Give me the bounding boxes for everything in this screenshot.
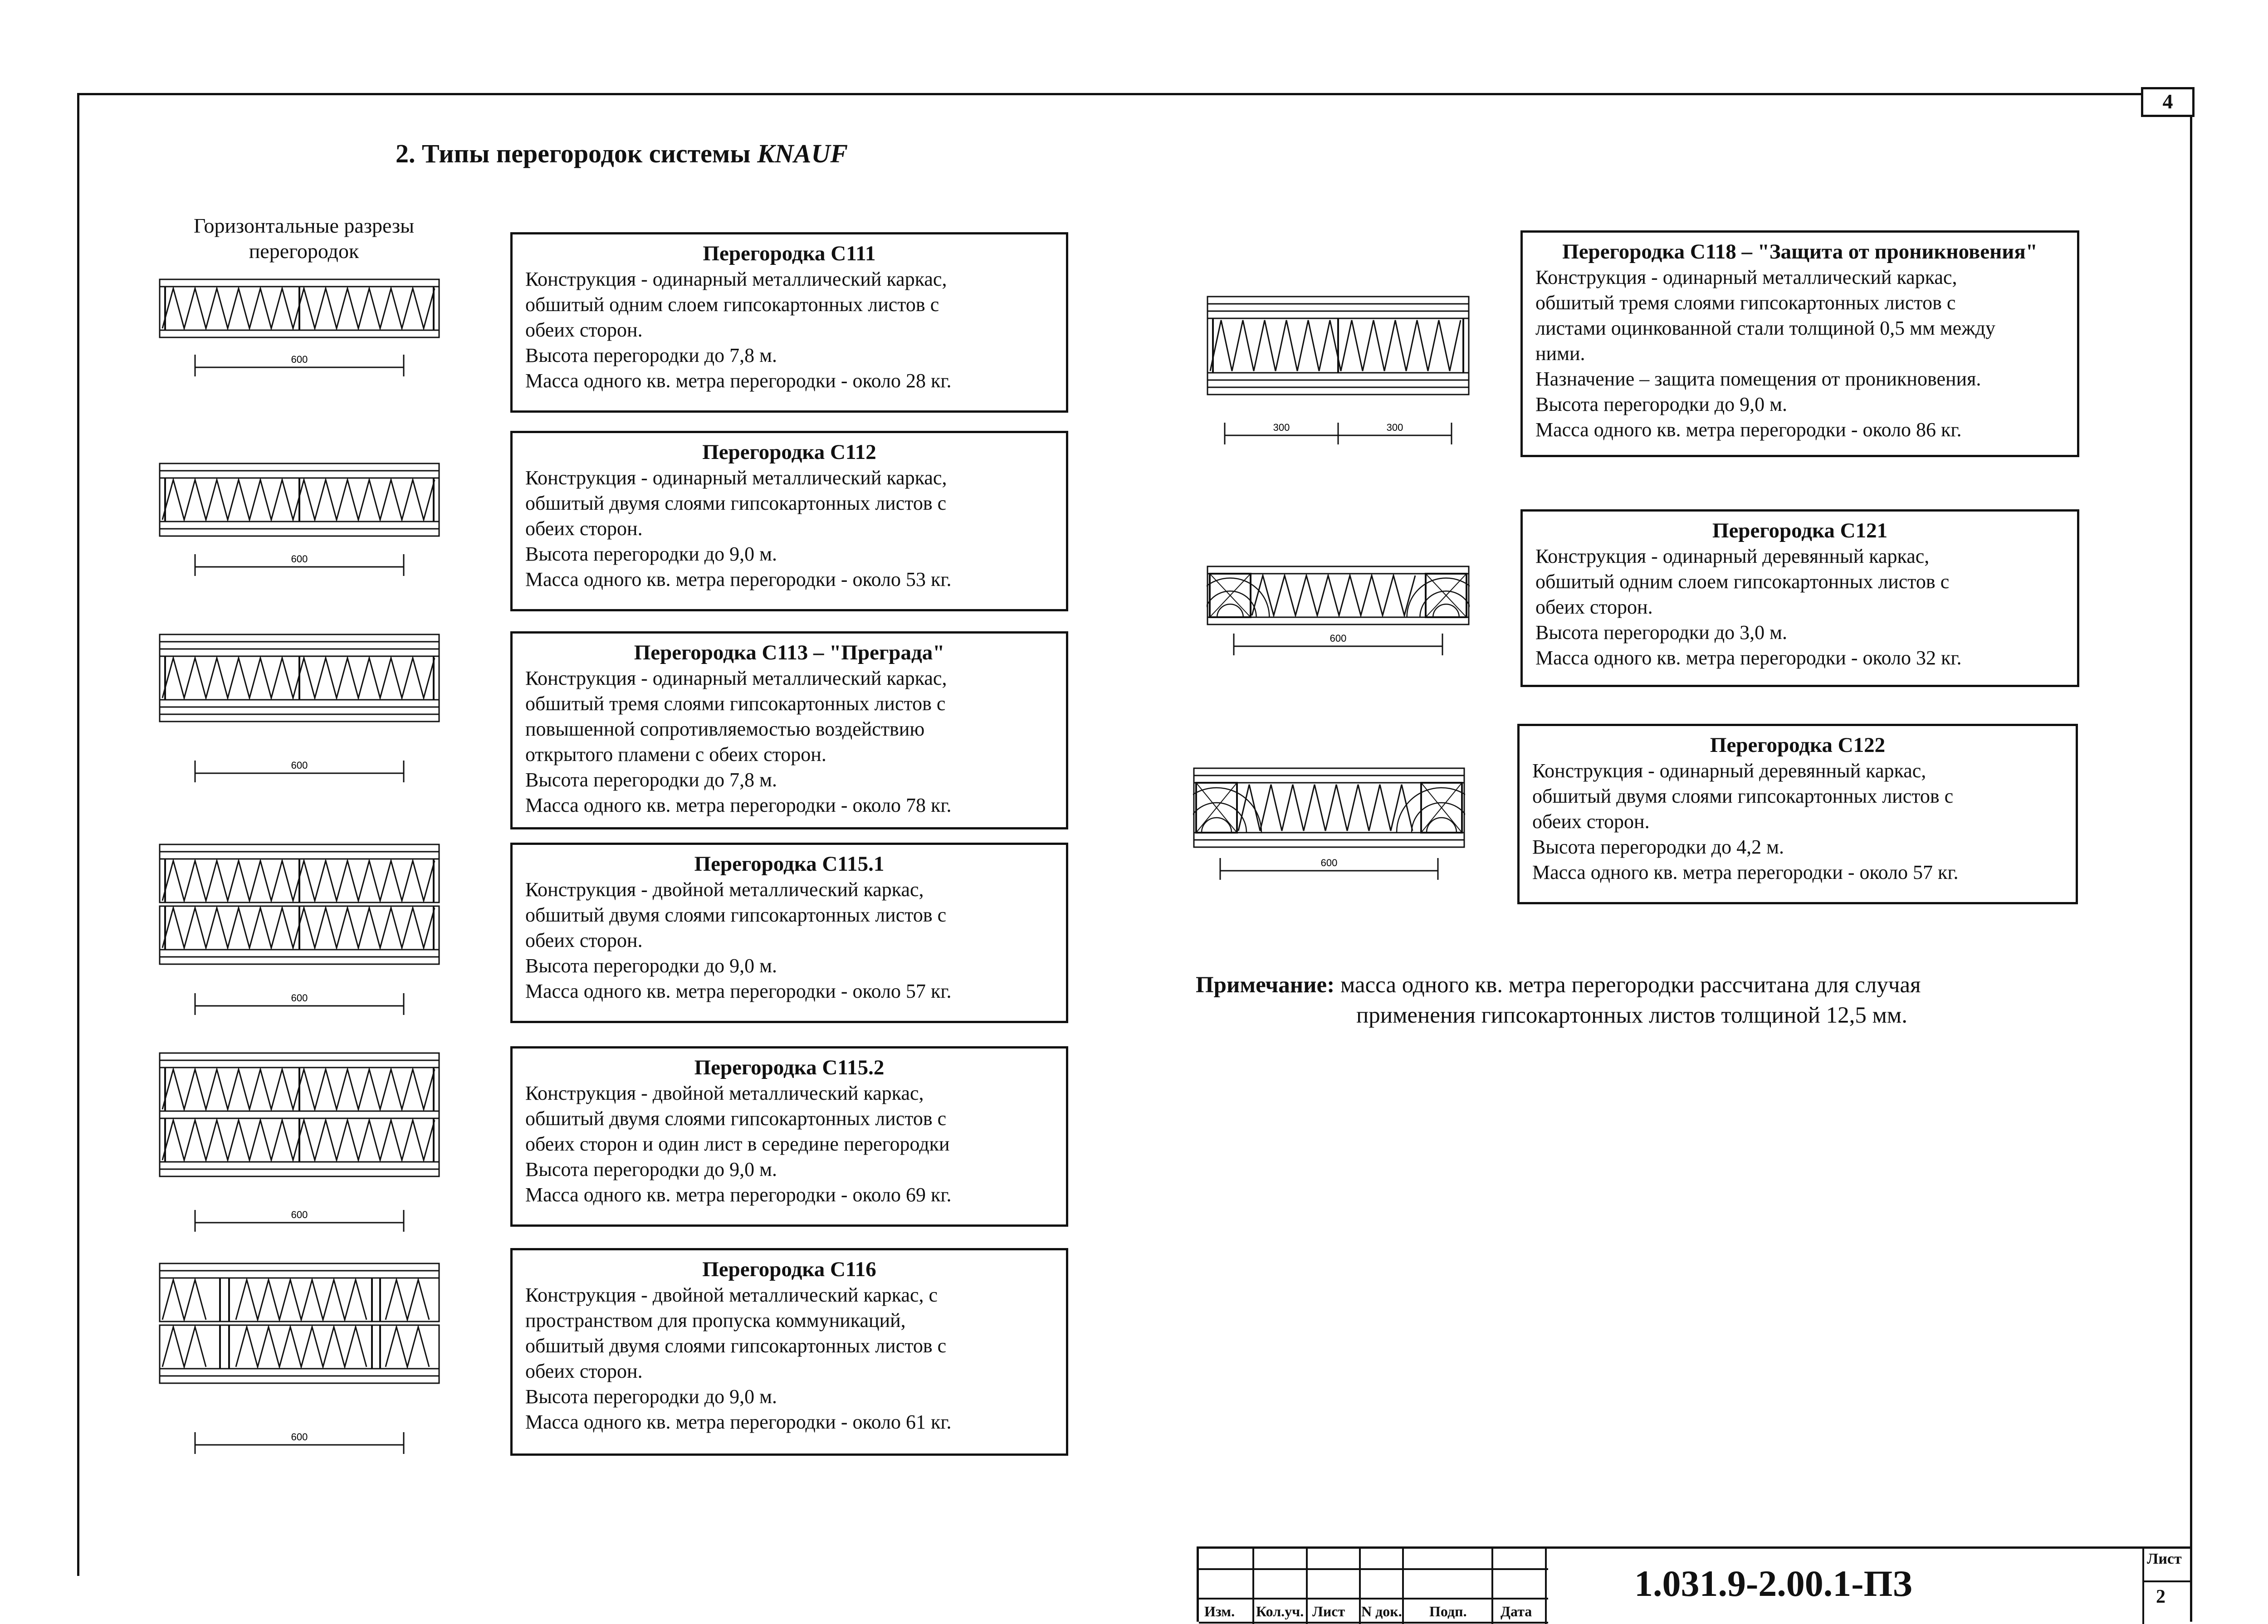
partition-line: Назначение – защита помещения от проникновения. (1535, 368, 1981, 390)
section-body (160, 1053, 439, 1176)
partition-line: обшитый одним слоем гипсокартонных листов с (525, 293, 939, 316)
partition-line: Высота перегородки до 4,2 м. (1532, 836, 1784, 858)
partition-line: открытого пламени с обеих сторон. (525, 743, 826, 766)
sections-caption (154, 213, 454, 264)
partition-title: Перегородка С115.1 (694, 852, 885, 876)
section-body (1207, 566, 1470, 624)
partition-line: ними. (1535, 342, 1585, 365)
partition-box-c112 (510, 431, 1068, 611)
partition-line: Конструкция - одинарный металлический каркас, (1535, 266, 1957, 288)
section-body (160, 634, 439, 722)
partition-title: Перегородка С121 (1712, 519, 1888, 542)
section-drawing-3 (159, 843, 440, 1024)
stamp-header: Изм. (1204, 1603, 1235, 1619)
stamp-header: N док. (1361, 1603, 1402, 1619)
partition-box-c121 (1520, 509, 2079, 687)
partition-line: Масса одного кв. метра перегородки - около 61 кг. (525, 1411, 952, 1433)
partition-line: Конструкция - двойной металлический каркас, с (525, 1284, 938, 1306)
sheet-value: 2 (2156, 1586, 2165, 1607)
partition-line: Масса одного кв. метра перегородки - около 69 кг. (525, 1184, 952, 1206)
partition-line: Масса одного кв. метра перегородки - около 86 кг. (1535, 419, 1962, 441)
section-drawing-8 (1193, 766, 1465, 889)
partition-title: Перегородка С122 (1710, 733, 1886, 757)
partition-line: Конструкция - двойной металлический каркас, (525, 878, 924, 901)
title-brand: KNAUF (757, 139, 848, 168)
partition-line: Масса одного кв. метра перегородки - около 57 кг. (525, 980, 952, 1002)
note-line-1: масса одного кв. метра перегородки рассчитана для случая (1334, 972, 1921, 998)
section-body (160, 463, 439, 536)
partition-title: Перегородка С116 (702, 1258, 876, 1281)
section-body (1207, 297, 1469, 395)
dimension-label: 600 (291, 553, 308, 565)
partition-line: Высота перегородки до 9,0 м. (525, 1158, 777, 1180)
sheet-number: 4 (2162, 90, 2173, 113)
section-drawing-4 (159, 1051, 440, 1241)
partition-line: обеих сторон. (1535, 596, 1653, 618)
partition-box-c115-1 (510, 843, 1068, 1023)
section-drawing-0 (159, 278, 440, 385)
stamp-header: Лист (1312, 1603, 1345, 1619)
partition-line: Высота перегородки до 7,8 м. (525, 344, 777, 366)
partition-line: Масса одного кв. метра перегородки - около 57 кг. (1532, 861, 1959, 883)
dimension-line (195, 354, 404, 376)
partition-line: Высота перегородки до 9,0 м. (1535, 393, 1787, 415)
frame-right-border (2190, 93, 2192, 1622)
section-drawing-2 (159, 633, 440, 791)
section-drawing-7 (1207, 565, 1470, 664)
dimension-line (1234, 633, 1442, 655)
partition-box-c116 (510, 1248, 1068, 1456)
partition-line: листами оцинкованной стали толщиной 0,5 мм между (1535, 317, 1995, 339)
partition-title: Перегородка С113 – "Преграда" (634, 641, 945, 664)
dimension-label: 600 (291, 760, 308, 771)
partition-line: Масса одного кв. метра перегородки - около 32 кг. (1535, 647, 1962, 669)
partition-line: Конструкция - двойной металлический каркас, (525, 1082, 924, 1104)
partition-box-c115-2 (510, 1046, 1068, 1227)
partition-line: Конструкция - одинарный деревянный каркас, (1535, 545, 1930, 567)
partition-line: обеих сторон и один лист в середине перегородки (525, 1133, 950, 1155)
dimension-line (195, 760, 404, 782)
partition-line: Конструкция - одинарный металлический каркас, (525, 268, 947, 290)
partition-title: Перегородка С118 – "Защита от проникновения" (1562, 240, 2038, 263)
partition-line: обеих сторон. (525, 319, 643, 341)
title-block (1197, 1546, 2190, 1622)
partition-line: обеих сторон. (525, 517, 643, 540)
section-body (160, 1263, 439, 1383)
dimension-line (1220, 857, 1438, 880)
partition-box-c118 (1520, 230, 2079, 457)
title-text: 2. Типы перегородок системы (396, 139, 758, 168)
partition-box-c111 (510, 232, 1068, 413)
sheet-label: Лист (2147, 1551, 2182, 1567)
dimension-label: 600 (291, 1209, 308, 1220)
note (1196, 970, 1921, 1000)
partition-line: обшитый двумя слоями гипсокартонных листов с (525, 904, 947, 926)
dimension-label: 600 (291, 992, 308, 1004)
partition-box-c113 (510, 631, 1068, 829)
dimension-line (195, 1209, 404, 1232)
dimension-label: 300 (1273, 422, 1290, 433)
dimension-line (1225, 422, 1452, 444)
sheet-number-box (2141, 87, 2195, 117)
partition-line: Конструкция - одинарный деревянный каркас, (1532, 760, 1926, 782)
document-code: 1.031.9-2.00.1-ПЗ (1634, 1563, 1912, 1604)
partition-line: Высота перегородки до 9,0 м. (525, 955, 777, 977)
partition-line: Высота перегородки до 3,0 м. (1535, 621, 1787, 644)
partition-line: Высота перегородки до 7,8 м. (525, 769, 777, 791)
partition-line: Конструкция - одинарный металлический каркас, (525, 467, 947, 489)
dimension-label: 600 (1330, 633, 1347, 644)
partition-line: обшитый тремя слоями гипсокартонных листов с (525, 693, 946, 715)
stamp-header: Дата (1501, 1603, 1532, 1619)
partition-line: Конструкция - одинарный металлический каркас, (525, 667, 947, 689)
partition-line: пространством для пропуска коммуникаций, (525, 1309, 906, 1331)
partition-line: обеих сторон. (1532, 810, 1650, 833)
frame-left-border (77, 93, 79, 1576)
dimension-label: 300 (1386, 422, 1403, 433)
partition-line: Масса одного кв. метра перегородки - около 28 кг. (525, 370, 952, 392)
partition-line: обшитый двумя слоями гипсокартонных листов с (525, 492, 947, 514)
partition-title: Перегородка С111 (703, 242, 876, 265)
partition-line: Высота перегородки до 9,0 м. (525, 543, 777, 565)
note-line-2: применения гипсокартонных листов толщиной 12,5 мм. (1356, 1003, 1907, 1028)
stamp-header: Кол.уч. (1256, 1603, 1304, 1619)
partition-line: повышенной сопротивляемостью воздействию (525, 718, 925, 740)
partition-line: Высота перегородки до 9,0 м. (525, 1385, 777, 1408)
dimension-line (195, 1431, 404, 1454)
section-body (160, 279, 439, 337)
page-title (396, 138, 848, 169)
section-drawing-5 (159, 1262, 440, 1463)
partition-line: обшитый двумя слоями гипсокартонных листов с (525, 1335, 947, 1357)
partition-line: Масса одного кв. метра перегородки - около 78 кг. (525, 794, 952, 816)
partition-line: обшитый одним слоем гипсокартонных листов с (1535, 571, 1950, 593)
frame-top-border (77, 93, 2164, 95)
note-label: Примечание: (1196, 972, 1335, 998)
partition-box-c122 (1517, 724, 2078, 904)
partition-line: обеих сторон. (525, 929, 643, 951)
partition-line: обшитый двумя слоями гипсокартонных листов с (1532, 785, 1954, 807)
caption-line-2: перегородок (249, 239, 359, 263)
partition-title: Перегородка С112 (702, 440, 876, 464)
partition-line: обеих сторон. (525, 1360, 643, 1382)
section-body (160, 844, 439, 964)
partition-line: Масса одного кв. метра перегородки - около 53 кг. (525, 568, 952, 590)
section-drawing-1 (159, 462, 440, 585)
dimension-label: 600 (291, 354, 308, 365)
dimension-label: 600 (291, 1431, 308, 1443)
partition-line: обшитый тремя слоями гипсокартонных листов с (1535, 292, 1956, 314)
stamp-header: Подп. (1429, 1603, 1467, 1619)
dimension-line (195, 553, 404, 576)
partition-line: обшитый двумя слоями гипсокартонных листов с (525, 1107, 947, 1130)
partition-title: Перегородка С115.2 (694, 1056, 885, 1079)
section-drawing-6 (1207, 295, 1470, 454)
section-body (1193, 768, 1465, 847)
dimension-label: 600 (1320, 857, 1338, 868)
dimension-line (195, 992, 404, 1015)
caption-line-1: Горизонтальные разрезы (193, 214, 415, 237)
